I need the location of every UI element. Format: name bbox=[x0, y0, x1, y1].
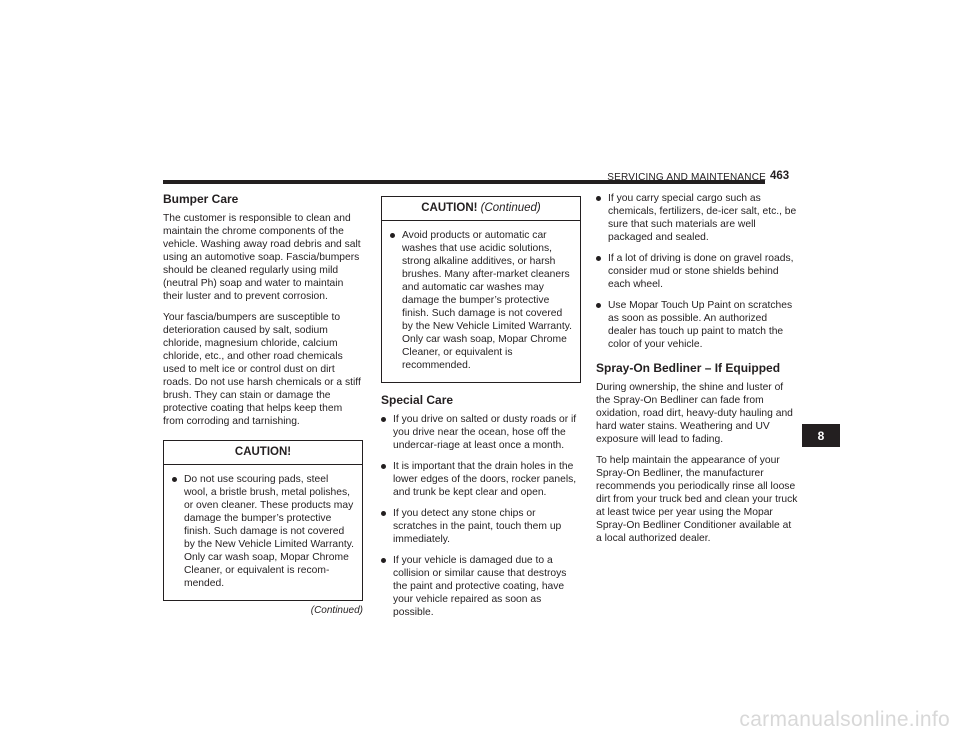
bullet-icon bbox=[596, 303, 601, 308]
bedliner-paragraph-2: To help maintain the appearance of your Spray-On Bedliner, the manufacturer recommends you periodically rinse all loose dirt from your truck bed and clean your truck at least twice per year using the Mopar Spray-On Bedliner Conditioner available at a local authorized dealer. bbox=[596, 455, 798, 544]
caution-box bbox=[163, 440, 363, 601]
caution-continued-title: CAUTION! (Continued) bbox=[382, 197, 580, 221]
bullet-icon bbox=[381, 417, 386, 422]
caution-item: Do not use scouring pads, steel wool, a bristle brush, metal polishes, or oven cleaner. These products may damage the bumper’s protective finish. Such damage is not covered by the New Vehicle Limited Warranty. Only car wash soap, Mopar Chrome Cleaner, or equivalent is recom-mended. bbox=[172, 473, 354, 590]
column-right bbox=[596, 192, 798, 553]
list-item: If your vehicle is damaged due to a collision or similar cause that destroys the paint and protective coating, have your vehicle repaired as soon as possible. bbox=[381, 554, 581, 619]
caution-body bbox=[164, 465, 362, 600]
caution-list bbox=[172, 473, 354, 590]
caution-continued-list bbox=[390, 229, 572, 372]
list-item: Use Mopar Touch Up Paint on scratches as soon as possible. An authorized dealer has touch up paint to match the color of your vehicle. bbox=[596, 299, 798, 351]
caution-title: CAUTION! bbox=[164, 441, 362, 465]
continued-note: (Continued) bbox=[310, 605, 363, 616]
caution-continued-body bbox=[382, 221, 580, 382]
bullet-icon bbox=[381, 558, 386, 563]
special-care-list bbox=[381, 413, 581, 619]
bullet-icon bbox=[390, 233, 395, 238]
watermark: carmanualsonline.info bbox=[739, 708, 950, 731]
bedliner-paragraph-1: During ownership, the shine and luster of the Spray-On Bedliner can fade from oxidation, road dirt, heavy-duty hauling and hard water stains. Weathering and UV exposure will lead to fading. bbox=[596, 382, 793, 445]
list-item: If you drive on salted or dusty roads or if you drive near the ocean, hose off the undercar-riage at least once a month. bbox=[381, 413, 581, 452]
bullet-icon bbox=[596, 256, 601, 261]
caution-continued-box bbox=[381, 196, 581, 383]
column-left bbox=[163, 192, 363, 617]
list-item: If you detect any stone chips or scratches in the paint, touch them up immediately. bbox=[381, 507, 581, 546]
special-care-continued-list bbox=[596, 192, 798, 351]
bumper-care-paragraph-1: The customer is responsible to clean and maintain the chrome components of the vehicle. Washing away road debris and salt using an automotive soap. Fascia/bumpers should be cleaned regularly using mild (neutral Ph) soap and water to maintain their luster and to prevent corrosion. bbox=[163, 213, 361, 302]
bullet-icon bbox=[596, 196, 601, 201]
bumper-care-paragraph-2: Your fascia/bumpers are susceptible to deterioration caused by salt, sodium chloride, magnesium chloride, calcium chloride, etc., and other road chemicals used to melt ice or control dust on dirt roads. Do not use harsh chemicals or a stiff brush. They can stain or damage the protective coating that helps keep them from corroding and tarnishing. bbox=[163, 312, 361, 427]
caution-item: Avoid products or automatic car washes that use acidic solutions, strong alkaline additives, or harsh brushes. Many after-market cleaners and automatic car washes may damage the bumper’s protective finish. Such damage is not covered by the New Vehicle Limited Warranty. Only car wash soap, Mopar Chrome Cleaner, or equivalent is recommended. bbox=[390, 229, 572, 372]
column-middle bbox=[381, 192, 581, 627]
page-number: 463 bbox=[770, 170, 790, 182]
bullet-icon bbox=[381, 511, 386, 516]
special-care-heading: Special Care bbox=[381, 393, 454, 407]
chapter-tab: 8 bbox=[802, 424, 840, 447]
header-section-title: SERVICING AND MAINTENANCE bbox=[607, 172, 766, 183]
bullet-icon bbox=[172, 477, 177, 482]
bullet-icon bbox=[381, 464, 386, 469]
list-item: It is important that the drain holes in the lower edges of the doors, rocker panels, and trunk be kept clear and open. bbox=[381, 460, 581, 499]
list-item: If a lot of driving is done on gravel roads, consider mud or stone shields behind each wheel. bbox=[596, 252, 798, 291]
list-item: If you carry special cargo such as chemicals, fertilizers, de-icer salt, etc., be sure that such materials are well packaged and sealed. bbox=[596, 192, 798, 244]
bedliner-heading: Spray-On Bedliner – If Equipped bbox=[596, 361, 781, 375]
bumper-care-heading: Bumper Care bbox=[163, 192, 239, 206]
